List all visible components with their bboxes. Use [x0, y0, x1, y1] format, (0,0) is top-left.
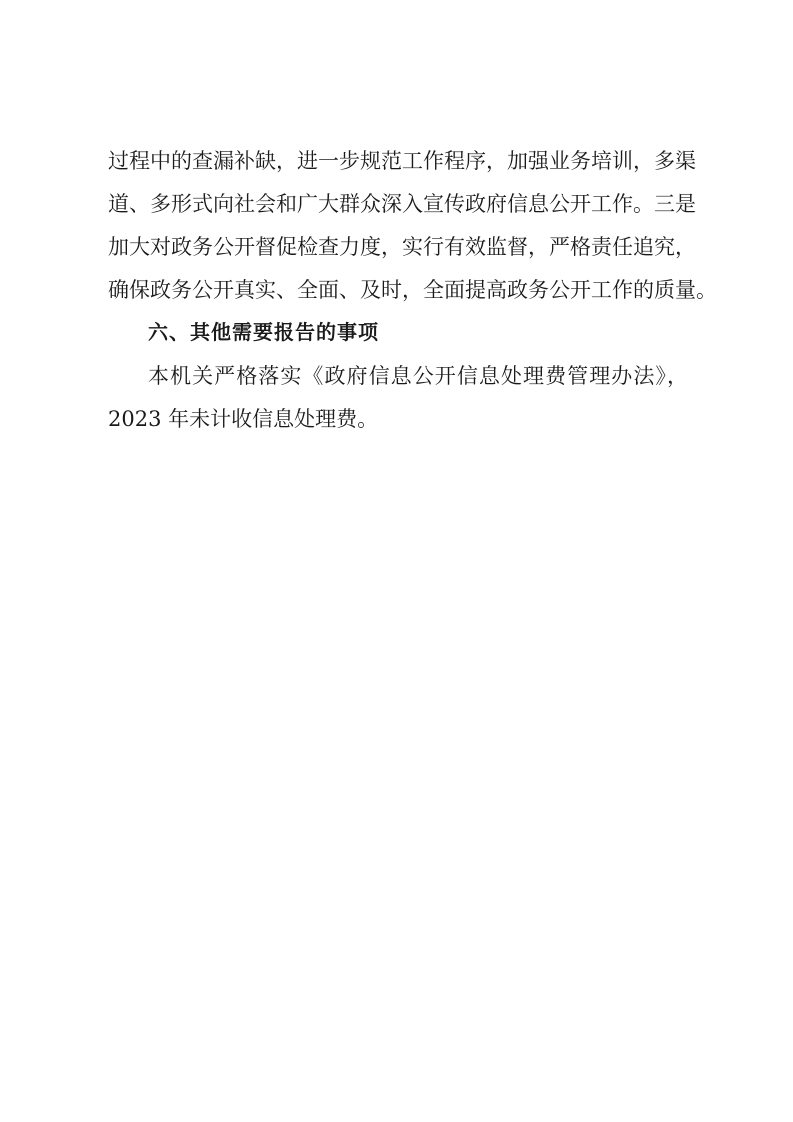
section-heading: 六、其他需要报告的事项 [148, 320, 379, 344]
paragraph-line: 确保政务公开真实、全面、及时，全面提高政务公开工作的质量。 [108, 278, 717, 302]
paragraph-line: 道、多形式向社会和广大群众深入宣传政府信息公开工作。三是 [108, 192, 696, 216]
paragraph-line: 加大对政务公开督促检查力度，实行有效监督，严格责任追究， [108, 235, 696, 259]
paragraph-line: 过程中的查漏补缺，进一步规范工作程序，加强业务培训，多渠 [108, 149, 696, 173]
paragraph-line: 2023 年未计收信息处理费。 [108, 407, 379, 431]
paragraph-line: 本机关严格落实《政府信息公开信息处理费管理办法》， [148, 364, 688, 388]
